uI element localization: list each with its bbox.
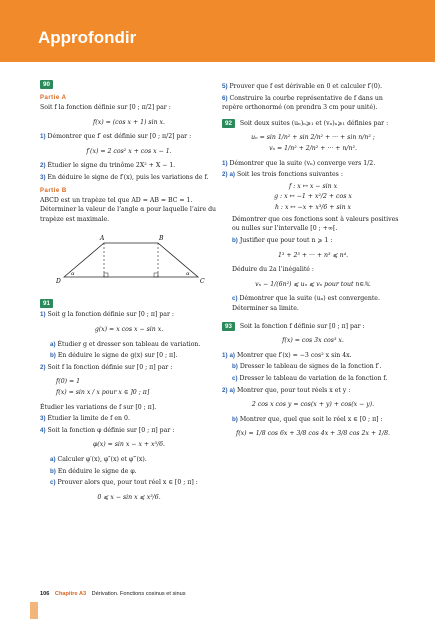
formula: f(x) = sin x / x pour x ∈ ]0 ; π] [56, 388, 150, 396]
exercise-number: 92 [222, 119, 235, 128]
question-text: Montrer que, pour tout réels x et y : [236, 386, 351, 394]
formula: f(x) = (cos x + 1) sin x. [93, 118, 165, 126]
exercise-93: 93 Soit la fonction f définie sur [0 ; π] par : f(x) = cos 3x cos³ x. 1) a) Montrer que f′(x) = −3 cos² x sin 4x. b) Dresser le tableau de signes de la fonction f′. c) Dresser le tableau de variation de la fonction f. 2) a) Montrer que, pour tout réels x et y : 2 cos x cos y = cos(x + y) + cos(x − y). b) Montrer que, quel que soit le réel x ∈ [0 ; π] : f(x) = 1/8 cos 6x + 3/8 cos 4x + 3/8 cos 2x + 1/8. [222, 322, 404, 439]
formula: g(x) = x cos x − sin x. [94, 325, 164, 333]
left-column [40, 80, 218, 507]
intro-text: Soit f la fonction définie sur [0 ; π/2] par : [40, 103, 171, 111]
question-text: Dresser le tableau de variation de la fonction f. [239, 375, 388, 383]
trapezoid-shape [64, 243, 198, 277]
page-footer [40, 591, 186, 597]
question-text: Étudier les variations de f sur [0 ; π]. [40, 403, 157, 411]
exercise-92: 92 Soit deux suites (uₙ)ₙ⩾₁ et (vₙ)ₙ⩾₁ définies par : uₙ = sin 1/n² + sin 2/n² + ··· + sin n/n² ; vₙ = 1/n² + 2/n² + ··· + n/n². 1) Démontrer que la suite (vₙ) converge vers 1/2. 2) a) Soit les trois fonctions suivantes : f : x ↦ x − sin x g : x ↦ −1 + x²/2 + cos x h : x ↦ −x + x³/6 + sin x Démontrer que ces fonctions sont à valeurs positives ou nulles sur l’intervalle [0 ; +∞[. b) Justifier que pour tout n ⩾ 1 : 1³ + 2³ + ··· + n³ ⩽ n⁴. Déduire du 2a l’inégalité : vₙ − 1/(6n²) ⩽ uₙ ⩽ vₙ pour tout n∈ℕ. c) Démontrer que la suite (uₙ) est convergente. Déterminer sa limite. [222, 119, 404, 314]
exercise-number: 93 [222, 322, 235, 331]
page-number: 106 [40, 591, 50, 597]
question-text: Montrer que, quel que soit le réel x ∈ [0 ; π] : [239, 415, 383, 423]
part-b-text: ABCD est un trapèze tel que AD = AB = BC = 1. Déterminer la valeur de l’angle α pour laquelle l’aire du trapèze est maximale. [40, 196, 217, 224]
exercise-number: 91 [40, 299, 53, 308]
question-text: Soit la fonction φ définie sur [0 ; π] par : [47, 426, 175, 434]
part-heading: Partie B [40, 187, 67, 194]
question-text: Soit g la fonction définie sur [0 ; π] par : [47, 311, 174, 319]
question-text: Calculer φ′(x), φ″(x) et φ‴(x). [57, 456, 147, 463]
question-text: Soit les trois fonctions suivantes : [236, 171, 343, 179]
formula: φ(x) = sin x − x + x³/6. [92, 441, 166, 449]
question-text: Déduire du 2a l’inégalité : [232, 266, 315, 274]
formula: 1³ + 2³ + ··· + n³ ⩽ n⁴. [277, 251, 349, 259]
part-heading: Partie A [40, 94, 67, 101]
exercise-90-continued: 5) Prouver que f est dérivable en 0 et calculer f′(0). 6) Construire la courbe représentative de f dans un repère orthonormé (on prendra 3 cm pour unité). [222, 83, 383, 112]
question-text: Démontrer que la suite (vₙ) converge vers 1/2. [229, 159, 376, 167]
question-text: Justifier que pour tout n ⩾ 1 : [239, 236, 333, 244]
page-title: Approfondir [38, 28, 137, 47]
formula: vₙ − 1/(6n²) ⩽ uₙ ⩽ vₙ pour tout n∈ℕ. [255, 280, 371, 288]
question-text: En déduire le signe de f′(x), puis les variations de f. [47, 173, 209, 181]
question-text: Démontrer que ces fonctions sont à valeurs positives ou nulles sur l’intervalle [0 ; +∞[. [232, 215, 399, 233]
question-text: Démontrer que la suite (uₙ) est convergente. Déterminer sa limite. [232, 295, 380, 312]
exercise-91: 91 1) Soit g la fonction définie sur [0 ; π] par : g(x) = x cos x − sin x. a) Étudier g et dresser son tableau de variation. b) En déduire le signe de g(x) sur [0 ; π]. 2) Soit f la fonction définie sur [0 ; π] par : f(0) = 1 f(x) = sin x / x pour x ∈ ]0 ; π] Étudier les variations de f sur [0 ; π]. 3) Étudier la limite de f en 0. 4) Soit la fonction φ définie sur [0 ; π] par : φ(x) = sin x − x + x³/6. a) Calculer φ′(x), φ″(x) et φ‴(x). b) En déduire le signe de φ. c) Prouver alors que, pour tout réel x ∈ [0 ; π] : 0 ⩽ x − sin x ⩽ x³/6. [40, 299, 218, 503]
question-text: Étudier la limite de f en 0. [47, 415, 130, 423]
exercise-90: 90 Partie A Soit f la fonction définie sur [0 ; π/2] par : f(x) = (cos x + 1) sin x. 1) Démontrer que f′ est définie sur [0 ; π/2] par : f′(x) = 2 cos² x + cos x − 1. 2) Étudier le signe du trinôme 2X² + X − 1. 3) En déduire le signe de f′(x), puis les variations de f. Partie B ABCD est un trapèze tel que AD = AB = BC = 1. Déterminer la valeur de l’angle α pour laquelle l’aire du trapèze est maximale. A B C D α α [40, 80, 218, 289]
formula: 0 ⩽ x − sin x ⩽ x³/6. [97, 493, 161, 501]
question-text: Montrer que f′(x) = −3 cos² x sin 4x. [236, 351, 352, 359]
label-b: B [159, 234, 164, 242]
label-alpha-left: α [71, 270, 75, 277]
formula: f(0) = 1 [56, 378, 81, 386]
question-text: Démontrer que f′ est définie sur [0 ; π/2] par : [47, 133, 192, 141]
intro-text: Soit la fonction f définie sur [0 ; π] par : [239, 322, 365, 330]
trapezoid-svg [40, 231, 218, 289]
formula: uₙ = sin 1/n² + sin 2/n² + ··· + sin n/n² ; [251, 134, 375, 142]
question-text: Étudier g et dresser son tableau de variation. [57, 340, 201, 348]
formula: h : x ↦ −x + x³/6 + sin x [274, 204, 352, 212]
question-text: Prouver alors que, pour tout réel x ∈ [0 ; π] : [57, 479, 198, 487]
footer-tab [30, 602, 38, 619]
label-c: C [200, 277, 205, 285]
chapter-title: Dérivation. Fonctions cosinus et sinus [91, 591, 186, 597]
right-angle-b [154, 273, 158, 277]
question-text: En déduire le signe de φ. [57, 467, 137, 475]
question-text: Prouver que f est dérivable en 0 et calculer f′(0). [229, 83, 383, 90]
formula: 2 cos x cos y = cos(x + y) + cos(x − y). [251, 401, 375, 409]
formula: f : x ↦ x − sin x [288, 182, 338, 190]
right-column [222, 80, 404, 444]
right-angle-a [104, 273, 108, 277]
label-alpha-right: α [186, 270, 190, 277]
formula: vₙ = 1/n² + 2/n² + ··· + n/n². [269, 145, 357, 153]
formula: f′(x) = 2 cos² x + cos x − 1. [86, 147, 172, 155]
formula: f(x) = cos 3x cos³ x. [282, 337, 344, 345]
intro-text: Soit deux suites (uₙ)ₙ⩾₁ et (vₙ)ₙ⩾₁ définies par : [239, 119, 389, 127]
formula: g : x ↦ −1 + x²/2 + cos x [274, 193, 352, 201]
question-text: Soit f la fonction définie sur [0 ; π] par : [47, 363, 173, 371]
question-text: Étudier le signe du trinôme 2X² + X − 1. [47, 162, 176, 170]
label-a: A [100, 234, 105, 242]
chapter-label: Chapitre A3 [54, 591, 87, 597]
label-d: D [56, 277, 61, 285]
question-text: Construire la courbe représentative de f dans un repère orthonormé (on prendra 3 cm pour unité). [222, 94, 383, 112]
question-text: Dresser le tableau de signes de la fonction f′. [239, 363, 382, 371]
formula: f(x) = 1/8 cos 6x + 3/8 cos 4x + 3/8 cos 2x + 1/8. [235, 430, 391, 438]
trapezoid-figure [40, 231, 218, 289]
question-text: En déduire le signe de g(x) sur [0 ; π]. [57, 352, 178, 360]
exercise-number: 90 [40, 80, 53, 89]
